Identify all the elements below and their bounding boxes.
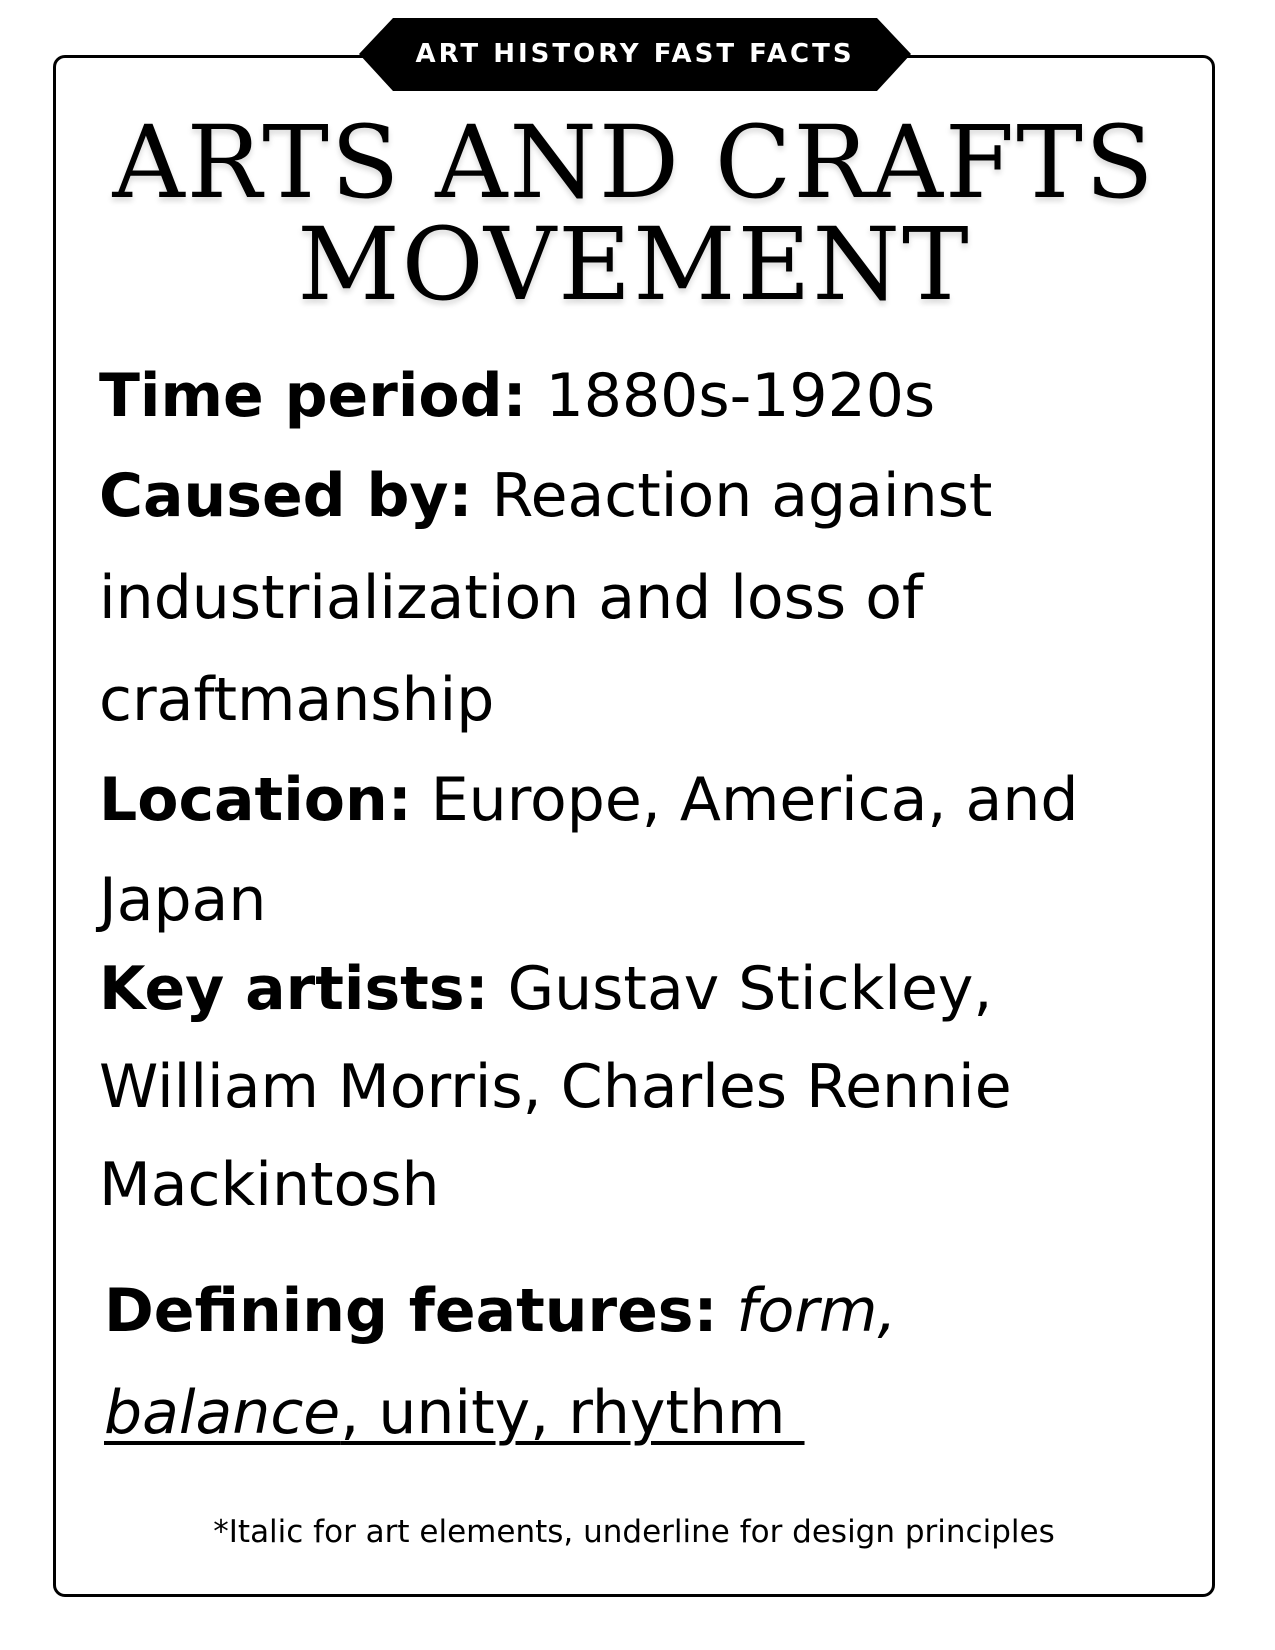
fact-location-label: Location: — [99, 765, 412, 835]
feature-unity-rhythm: , unity, rhythm — [340, 1378, 805, 1448]
page-title — [53, 104, 1215, 323]
header-badge — [359, 18, 911, 91]
fact-time-period-value: 1880s-1920s — [526, 361, 936, 431]
feature-balance: balance — [104, 1378, 341, 1448]
badge-label: ART HISTORY FAST FACTS — [415, 39, 855, 69]
fact-key-artists-value: Gustav Stickley, William Morris, Charles Rennie Mackintosh — [99, 954, 1012, 1220]
fact-defining-features-label: Defining features: — [104, 1276, 718, 1346]
fact-key-artists-label: Key artists: — [99, 954, 489, 1024]
fact-time-period-label: Time period: — [99, 361, 527, 431]
title-line-1: ARTS AND CRAFTS — [112, 104, 1156, 221]
footnote: *Italic for art elements, underline for design principles — [213, 1514, 1055, 1550]
feature-form: form, — [717, 1276, 897, 1346]
fact-defining-features — [104, 1260, 1184, 1464]
fact-caused-by-value: Reaction against industrialization and loss of craftmanship — [99, 461, 993, 735]
fact-caused-by — [99, 445, 1179, 751]
fact-location — [99, 750, 1179, 950]
fact-key-artists — [99, 940, 1179, 1234]
fact-time-period — [99, 345, 1179, 447]
fact-location-value: Europe, America, and Japan — [99, 765, 1079, 935]
fact-caused-by-label: Caused by: — [99, 461, 473, 531]
title-line-2: MOVEMENT — [297, 206, 971, 323]
